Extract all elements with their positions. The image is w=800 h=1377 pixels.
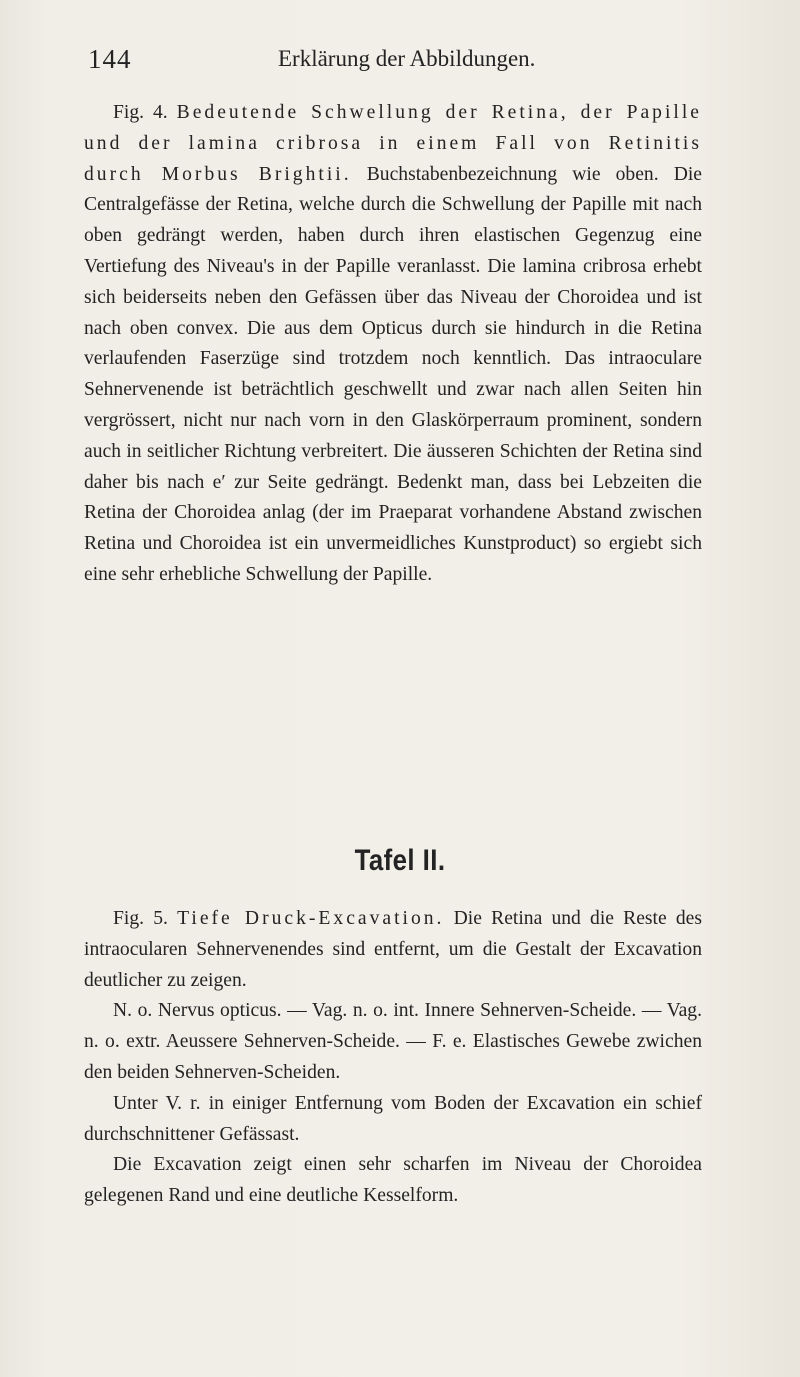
fig5-paragraph bbox=[84, 904, 702, 996]
plate-heading: Tafel II. bbox=[354, 844, 446, 877]
fig5-section bbox=[84, 904, 702, 1212]
fig4-body: Buchstabenbezeichnung wie oben. Die Centralgefässe der Retina, welche durch die Schwellung der Papille mit nach oben gedrängt werden, haben durch ihren elastischen Gegenzug eine Vertiefung des Niveau's in der Papille veranlasst. Die lamina cribrosa erhebt sich beiderseits neben den Gefässen über das Niveau der Choroidea und ist nach oben convex. Die aus dem Opticus durch sie hindurch in die Retina verlaufenden Faserzüge sind trotzdem noch kenntlich. Das intraoculare Sehnervenende ist beträchtlich geschwellt und zwar nach allen Seiten hin vergrössert, nicht nur nach vorn in den Glaskörperraum prominent, sondern auch in seitlicher Richtung verbreitert. Die äusseren Schichten der Retina sind daher bis nach e′ zur Seite gedrängt. Bedenkt man, dass bei Lebzeiten die Retina der Choroidea anlag (der im Praeparat vorhandene Abstand zwischen Retina und Choroidea ist ein unvermeidliches Kunstproduct) so ergiebt sich eine sehr erhebliche Schwellung der Papille. bbox=[84, 163, 702, 585]
fig5-intro: Die Retina und die Reste des intraocularen Sehnervenendes sind entfernt, um die Gestalt der Excavation deutlicher zu zeigen. bbox=[84, 908, 702, 991]
fig5-note: Unter V. r. in einiger Entfernung vom Boden der Excavation ein schief durchschnittener Gefässast. bbox=[84, 1092, 702, 1145]
fig4-section bbox=[84, 98, 702, 591]
page-header bbox=[88, 44, 728, 84]
fig5-label: Fig. 5. bbox=[113, 908, 168, 929]
fig4-label: Fig. 4. bbox=[113, 102, 168, 123]
fig4-paragraph bbox=[84, 98, 702, 591]
fig5-title: Tiefe Druck-Excavation. bbox=[177, 908, 445, 929]
running-title: Erklärung der Abbildungen. bbox=[278, 46, 536, 71]
page-number: 144 bbox=[88, 44, 132, 74]
fig4-title: Bedeutende Schwellung der Retina, der Papille und der lamina cribrosa in einem Fall von Retinitis durch Morbus Brightii. bbox=[84, 102, 702, 185]
fig5-legend: N. o. Nervus opticus. — Vag. n. o. int. Innere Sehnerven-Scheide. — Vag. n. o. extr. Aeussere Sehnerven-Scheide. — F. e. Elastisches Gewebe zwichen den beiden Sehnerven-Scheiden. bbox=[84, 1000, 702, 1083]
fig5-conclusion: Die Excavation zeigt einen sehr scharfen im Niveau der Choroidea gelegenen Rand und eine deutliche Kesselform. bbox=[84, 1154, 702, 1207]
